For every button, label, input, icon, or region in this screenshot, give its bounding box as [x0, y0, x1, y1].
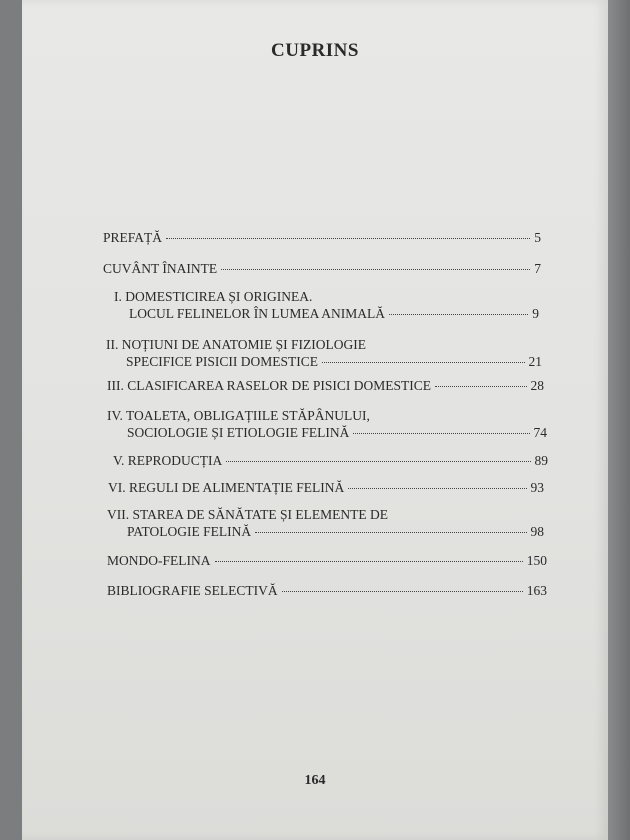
toc-page-number: 93: [530, 480, 544, 495]
page-number: 164: [304, 773, 326, 788]
toc-entry[interactable]: [107, 582, 547, 599]
toc-entry[interactable]: [107, 377, 544, 394]
toc-entry-title: III. CLASIFICAREA RASELOR DE PISICI DOMESTICE: [107, 378, 432, 393]
toc-entry-title: MONDO-FELINA: [107, 553, 211, 568]
toc-leader: [215, 561, 523, 562]
toc-page-number: 89: [534, 453, 548, 468]
toc-page-number: 28: [530, 378, 544, 393]
toc-page-number: 163: [526, 583, 547, 598]
toc-leader: [221, 269, 530, 270]
toc-entry-subtitle: SPECIFICE PISICII DOMESTICE: [126, 354, 319, 369]
page-title: CUPRINS: [271, 40, 359, 61]
toc-entry-title: V. REPRODUCȚIA: [113, 453, 223, 468]
toc-leader: [255, 532, 526, 533]
toc-entry-subtitle: PATOLOGIE FELINĂ: [127, 524, 252, 539]
toc-leader: [322, 362, 524, 363]
toc-leader: [435, 386, 526, 387]
toc-entry[interactable]: [107, 506, 544, 540]
toc-page-number: 98: [530, 524, 544, 539]
toc-page-number: 74: [533, 425, 547, 440]
toc-entry-title: BIBLIOGRAFIE SELECTIVĂ: [107, 583, 278, 598]
toc-entry-title: II. NOȚIUNI DE ANATOMIE ȘI FIZIOLOGIE: [106, 337, 366, 352]
toc-entry[interactable]: [106, 336, 542, 370]
toc-page-number: 150: [526, 553, 547, 568]
toc-leader: [166, 238, 530, 239]
toc-leader: [353, 433, 529, 434]
toc-entry[interactable]: [103, 229, 541, 246]
toc-leader: [348, 488, 526, 489]
toc-entry[interactable]: [103, 260, 541, 277]
toc-page-number: 21: [528, 354, 542, 369]
toc-leader: [389, 314, 528, 315]
toc-entry-title: VII. STAREA DE SĂNĂTATE ȘI ELEMENTE DE: [107, 507, 388, 522]
toc-entry-subtitle: LOCUL FELINELOR ÎN LUMEA ANIMALĂ: [129, 306, 385, 321]
toc-page-number: 7: [534, 261, 541, 276]
toc-entry-subtitle: SOCIOLOGIE ȘI ETIOLOGIE FELINĂ: [127, 425, 350, 440]
toc-page-number: 9: [532, 306, 539, 321]
toc-entry-title: IV. TOALETA, OBLIGAȚIILE STĂPÂNULUI,: [107, 408, 370, 423]
toc-entry[interactable]: [107, 407, 547, 441]
toc-leader: [282, 591, 523, 592]
toc-entry[interactable]: [107, 552, 547, 569]
toc-entry-title: VI. REGULI DE ALIMENTAȚIE FELINĂ: [108, 480, 345, 495]
toc-entry-title: I. DOMESTICIREA ȘI ORIGINEA.: [114, 289, 313, 304]
toc-page-number: 5: [534, 230, 541, 245]
toc-leader: [226, 461, 530, 462]
toc-entry[interactable]: [111, 288, 539, 322]
toc-entry-title: CUVÂNT ÎNAINTE: [103, 261, 218, 276]
toc-entry-title: PREFAȚĂ: [103, 230, 163, 245]
toc-entry[interactable]: [108, 479, 544, 496]
toc-entry[interactable]: [113, 452, 548, 469]
